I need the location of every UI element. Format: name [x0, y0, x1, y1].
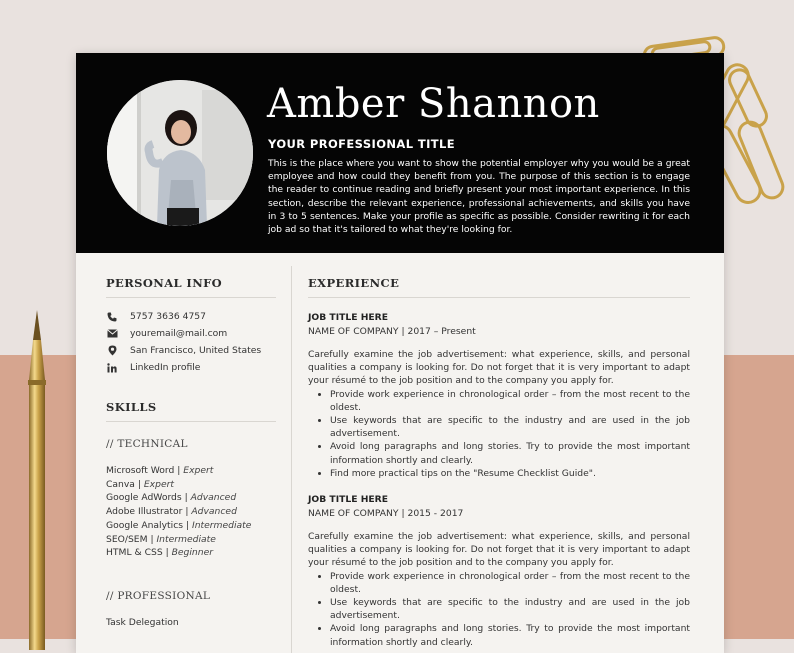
- skill-item: Task Delegation: [106, 616, 179, 628]
- right-column: [308, 276, 690, 649]
- contact-phone: [106, 308, 276, 325]
- technical-skills-list: [106, 464, 276, 560]
- job-entry: [308, 494, 690, 649]
- professional-skills-heading: // PROFESSIONAL: [106, 589, 211, 602]
- phone-icon: [106, 311, 118, 323]
- contact-email: [106, 325, 276, 342]
- profile-photo-illustration: [107, 80, 253, 226]
- left-column: [106, 276, 276, 630]
- job-bullet: • Avoid long paragraphs and long stories. Try to provide the most important information shortly and clearly.: [330, 440, 690, 466]
- skills-heading: SKILLS: [106, 400, 276, 422]
- skill-item: Google AdWords | Advanced: [106, 492, 237, 504]
- profile-photo: [107, 80, 253, 226]
- skill-item: Adobe Illustrator | Advanced: [106, 506, 237, 518]
- email-icon: [106, 328, 118, 340]
- skill-item: SEO/SEM | Intermediate: [106, 533, 216, 545]
- job-bullets: [308, 388, 690, 480]
- job-bullet: • Provide work experience in chronological order – from the most recent to the oldest.: [330, 570, 690, 596]
- candidate-name: Amber Shannon: [267, 81, 600, 127]
- job-company-dates: NAME OF COMPANY | 2017 – Present: [308, 326, 476, 337]
- column-divider: [291, 266, 292, 653]
- contact-text: 5757 3636 4757: [130, 311, 206, 322]
- experience-heading: EXPERIENCE: [308, 276, 690, 298]
- job-bullet: • Avoid long paragraphs and long stories. Try to provide the most important information shortly and clearly.: [330, 622, 690, 648]
- job-bullet: • Provide work experience in chronological order – from the most recent to the oldest.: [330, 388, 690, 414]
- technical-skills-heading: // TECHNICAL: [106, 438, 188, 450]
- location-icon: [106, 345, 118, 357]
- job-bullets: [308, 570, 690, 649]
- skill-item: Canva | Expert: [106, 478, 174, 490]
- contact-linkedin[interactable]: [106, 359, 276, 376]
- contact-text: youremail@mail.com: [130, 328, 228, 339]
- job-bullet: • Use keywords that are specific to the industry and are used in the job advertisement.: [330, 414, 690, 440]
- personal-info-heading: PERSONAL INFO: [106, 276, 276, 298]
- job-entry: [308, 312, 690, 480]
- job-description: Carefully examine the job advertisement: what experience, skills, and personal qualities a company is looking for. Do not forget that it is very important to adapt your résumé to the job position and to the company you apply for.: [308, 531, 690, 569]
- professional-title: YOUR PROFESSIONAL TITLE: [268, 137, 455, 151]
- skill-item: Google Analytics | Intermediate: [106, 519, 252, 531]
- job-bullet: • Find more practical tips on the "Resume Checklist Guide".: [330, 467, 690, 480]
- linkedin-icon: [106, 362, 118, 374]
- skill-item: Microsoft Word | Expert: [106, 465, 214, 476]
- job-title: JOB TITLE HERE: [308, 312, 389, 323]
- profile-summary: This is the place where you want to show the potential employer why you would be a great employee and how could they benefit from you. The purpose of this section is to engage the reader to continue reading and briefly present your most important experience. In this section, describe the relevant experience, professional achievements, and skills you have in 3 to 5 sentences. Make your profile as specific as possible. Consider rewriting it for each job ad so that it's tailored to what they're looking for.: [268, 158, 690, 236]
- contact-list: [106, 308, 276, 376]
- gold-pen-decoration: [22, 310, 52, 650]
- job-company-dates: NAME OF COMPANY | 2015 - 2017: [308, 508, 464, 520]
- contact-text[interactable]: LinkedIn profile: [130, 362, 201, 373]
- skill-item: HTML & CSS | Beginner: [106, 547, 214, 559]
- resume-header: [76, 53, 724, 253]
- job-title: JOB TITLE HERE: [308, 494, 389, 506]
- contact-location: [106, 342, 276, 359]
- job-bullet: • Use keywords that are specific to the industry and are used in the job advertisement.: [330, 596, 690, 622]
- resume-page: [76, 53, 724, 653]
- contact-text: San Francisco, United States: [130, 345, 262, 356]
- job-description: Carefully examine the job advertisement: what experience, skills, and personal qualities a company is looking for. Do not forget that it is very important to adapt your résumé to the job position and to the company you apply for.: [308, 349, 690, 387]
